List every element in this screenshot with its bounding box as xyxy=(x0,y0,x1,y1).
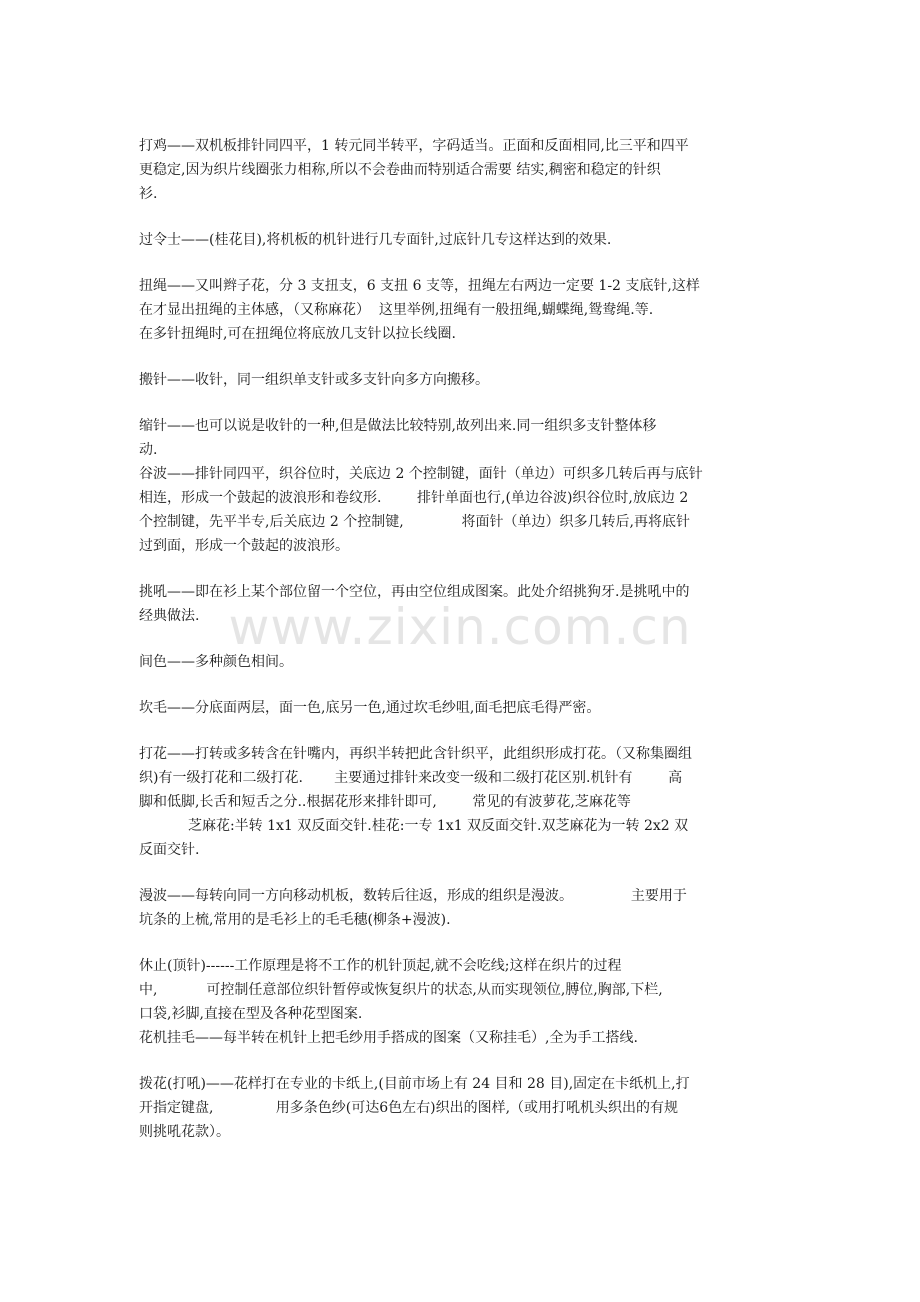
paragraph xyxy=(139,742,781,862)
text-line: 在才显出扭绳的主体感，（又称麻花） 这里举例,扭绳有一般扭绳,蝴蝶绳,鸳鸯绳.等. xyxy=(139,302,654,318)
text-line: 缩针——也可以说是收针的一种,但是做法比较特别,故列出来.同一组织多支针整体移 xyxy=(139,418,657,434)
paragraph xyxy=(139,884,781,932)
paragraph-gap xyxy=(139,720,781,742)
text-line: 休止(顶针)------工作原理是将不工作的机针顶起,就不会吃线;这样在织片的过程 xyxy=(139,958,622,974)
text-line: 口袋,衫脚,直接在型及各种花型图案. xyxy=(139,1006,363,1022)
paragraph xyxy=(139,274,781,346)
text-line: 动. xyxy=(139,442,158,458)
paragraph xyxy=(139,228,781,252)
text-line: 反面交针. xyxy=(139,842,200,858)
text-line: 衫. xyxy=(139,186,158,202)
text-line: 打花——打转或多转含在针嘴内，再织半转把此含针织平，此组织形成打花。（又称集圈组 xyxy=(139,746,692,762)
paragraph xyxy=(139,368,781,392)
text-line: 拨花(打吼)——花样打在专业的卡纸上,(目前市场上有 24 目和 28 目),固定在卡纸机上,打 xyxy=(139,1076,690,1092)
text-line: 间色——多种颜色相间。 xyxy=(139,654,293,670)
text-line: 过到面，形成一个鼓起的波浪形。 xyxy=(139,538,349,554)
paragraph-gap xyxy=(139,674,781,696)
text-line: 打鸡——双机板排针同四平，1 转元同半转平，字码适当。正面和反面相同,比三平和四平 xyxy=(139,138,689,154)
text-line: 坎毛——分底面两层，面一色,底另一色,通过坎毛纱咀,面毛把底毛得严密。 xyxy=(139,700,601,716)
paragraph-gap xyxy=(139,558,781,580)
text-line: 个控制键，先平半专,后关底边 2 个控制键, 将面针（单边）织多几转后,再将底针 xyxy=(139,514,691,530)
text-line: 更稳定,因为织片线圈张力相称,所以不会卷曲而特别适合需要 结实,稠密和稳定的针织 xyxy=(139,162,661,178)
paragraph-gap xyxy=(139,862,781,884)
paragraph-gap xyxy=(139,392,781,414)
paragraph xyxy=(139,134,781,206)
text-line: 中, 可控制任意部位织针暂停或恢复织片的状态,从而实现领位,膊位,胸部,下栏, xyxy=(139,982,663,998)
paragraph-gap xyxy=(139,206,781,228)
paragraph xyxy=(139,650,781,674)
paragraph xyxy=(139,1072,781,1144)
text-line: 挑吼——即在衫上某个部位留一个空位，再由空位组成图案。此处介绍挑狗牙.是挑吼中的 xyxy=(139,584,690,600)
text-line: 过令士——(桂花目),将机板的机针进行几专面针,过底针几专这样达到的效果. xyxy=(139,232,612,248)
paragraph-gap xyxy=(139,252,781,274)
text-line: 经典做法. xyxy=(139,608,200,624)
paragraph-gap xyxy=(139,346,781,368)
watermark: www.zixin.com.cn xyxy=(228,598,692,656)
text-line: 织)有一级打花和二级打花. 主要通过排针来改变一级和二级打花区别.机针有 高 xyxy=(139,770,683,786)
text-line: 扭绳——又叫辫子花，分 3 支扭支，6 支扭 6 支等，扭绳左右两边一定要 1-2 支底针,这样 xyxy=(139,278,700,294)
text-line: 搬针——收针，同一组织单支针或多支针向多方向搬移。 xyxy=(139,372,489,388)
text-line: 芝麻花:半转 1x1 双反面交针.桂花:一专 1x1 双反面交针.双芝麻花为一转 2x2 双 xyxy=(139,818,689,834)
text-line: 漫波——每转向同一方向移动机板，数转后往返，形成的组织是漫波。 主要用于 xyxy=(139,888,687,904)
paragraph xyxy=(139,696,781,720)
paragraph xyxy=(139,954,781,1050)
text-line: 开指定键盘, 用多条色纱(可达6色左右)织出的图样,（或用打吼机头织出的有规 xyxy=(139,1100,679,1116)
text-line: 在多针扭绳时,可在扭绳位将底放几支针以拉长线圈. xyxy=(139,326,456,342)
text-line: 坑条的上梳,常用的是毛衫上的毛毛穗(柳条+漫波). xyxy=(139,912,451,928)
text-line: 谷波——排针同四平，织谷位时，关底边 2 个控制键，面针（单边）可织多几转后再与底针 xyxy=(139,466,703,482)
paragraph-gap xyxy=(139,628,781,650)
text-line: 相连，形成一个鼓起的波浪形和卷纹形. 排针单面也行,(单边谷波)织谷位时,放底边 2 xyxy=(139,490,689,506)
text-line: 花机挂毛——每半转在机针上把毛纱用手搭成的图案（又称挂毛）,全为手工搭线. xyxy=(139,1030,638,1046)
document-body xyxy=(139,134,781,1144)
text-line: 脚和低脚,长舌和短舌之分..根据花形来排针即可, 常见的有波萝花,芝麻花等 xyxy=(139,794,631,810)
paragraph xyxy=(139,414,781,558)
paragraph xyxy=(139,580,781,628)
text-line: 则挑吼花款）。 xyxy=(139,1124,230,1140)
paragraph-gap xyxy=(139,932,781,954)
paragraph-gap xyxy=(139,1050,781,1072)
